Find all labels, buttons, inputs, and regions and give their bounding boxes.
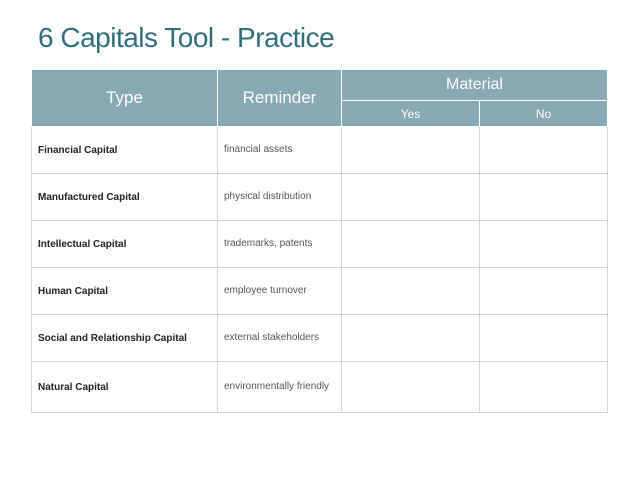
header-material: Material [342, 70, 608, 101]
reminder-cell: external stakeholders [218, 315, 342, 362]
table-row [32, 221, 608, 268]
reminder-cell: physical distribution [218, 174, 342, 221]
material-no-cell[interactable] [480, 268, 608, 315]
header-reminder: Reminder [218, 70, 342, 127]
type-cell: Natural Capital [32, 362, 218, 413]
material-yes-cell[interactable] [342, 362, 480, 413]
type-cell: Intellectual Capital [32, 221, 218, 268]
material-yes-cell[interactable] [342, 268, 480, 315]
table-row [32, 315, 608, 362]
material-no-cell[interactable] [480, 362, 608, 413]
material-yes-cell[interactable] [342, 174, 480, 221]
type-cell: Social and Relationship Capital [32, 315, 218, 362]
type-cell: Financial Capital [32, 127, 218, 174]
material-no-cell[interactable] [480, 315, 608, 362]
table-row [32, 127, 608, 174]
material-no-cell[interactable] [480, 174, 608, 221]
reminder-cell: financial assets [218, 127, 342, 174]
table-row [32, 268, 608, 315]
table-row [32, 362, 608, 413]
material-no-cell[interactable] [480, 127, 608, 174]
type-cell: Manufactured Capital [32, 174, 218, 221]
page-title: 6 Capitals Tool - Practice [38, 22, 335, 53]
reminder-cell: trademarks, patents [218, 221, 342, 268]
material-yes-cell[interactable] [342, 221, 480, 268]
reminder-cell: employee turnover [218, 268, 342, 315]
table-row [32, 174, 608, 221]
type-cell: Human Capital [32, 268, 218, 315]
reminder-cell: environmentally friendly [218, 362, 342, 413]
material-no-cell[interactable] [480, 221, 608, 268]
capitals-table [31, 69, 608, 413]
header-yes: Yes [342, 101, 480, 127]
header-type: Type [32, 70, 218, 127]
material-yes-cell[interactable] [342, 127, 480, 174]
header-no: No [480, 101, 608, 127]
material-yes-cell[interactable] [342, 315, 480, 362]
